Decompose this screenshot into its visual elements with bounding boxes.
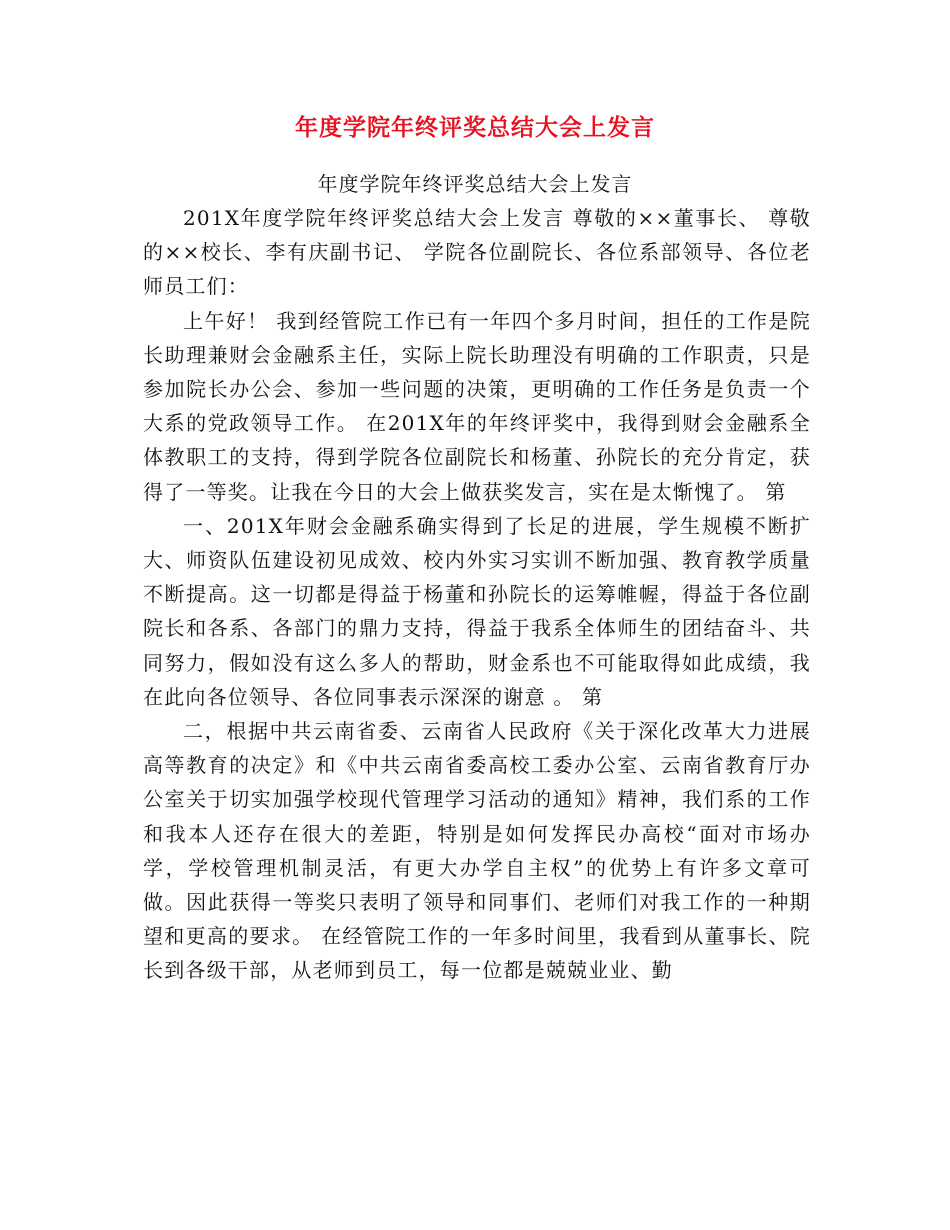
document-title: 年度学院年终评奖总结大会上发言	[295, 114, 655, 141]
document-subtitle: 年度学院年终评奖总结大会上发言	[317, 172, 633, 196]
paragraph-first-point: 一、201X年财会金融系确实得到了长足的进展，学生规模不断扩大、师资队伍建设初见成效、校内外实习实训不断加强、教育教学质量不断提高。这一切都是得益于杨董和孙院长的运筹帷幄，得益于各位副院长和各系、各部门的鼎力支持，得益于我系全体师生的团结奋斗、共同努力，假如没有这么多人的帮助，财金系也不可能取得如此成绩，我在此向各位领导、各位同事表示深深的谢意 。 第	[143, 513, 811, 709]
document-body	[143, 201, 811, 988]
paragraph-second-point: 二，根据中共云南省委、云南省人民政府《关于深化改革大力进展高等教育的决定》和《中共云南省委高校工委办公室、云南省教育厅办公室关于切实加强学校现代管理学习活动的通知》精神，我们系的工作和我本人还存在很大的差距，特别是如何发挥民办高校“面对市场办学，学校管理机制灵活，有更大办学自主权”的优势上有许多文章可做。因此获得一等奖只表明了领导和同事们、老师们对我工作的一种期望和更高的要求。 在经管院工作的一年多时间里，我看到从董事长、院长到各级干部，从老师到员工，每一位都是兢兢业业、勤	[143, 719, 811, 983]
paragraph-salutation: 201X年度学院年终评奖总结大会上发言 尊敬的××董事长、 尊敬的××校长、李有庆副书记、 学院各位副院长、各位系部领导、各位老师员工们：	[143, 206, 811, 299]
paragraph-greeting: 上午好！ 我到经管院工作已有一年四个多月时间，担任的工作是院长助理兼财会金融系主任，实际上院长助理没有明确的工作职责，只是参加院长办公会、参加一些问题的决策，更明确的工作任务是负责一个大系的党政领导工作。 在201X年的年终评奖中，我得到财会金融系全体教职工的支持，得到学院各位副院长和杨董、孙院长的充分肯定，获得了一等奖。让我在今日的大会上做获奖发言，实在是太惭愧了。 第	[143, 308, 811, 504]
